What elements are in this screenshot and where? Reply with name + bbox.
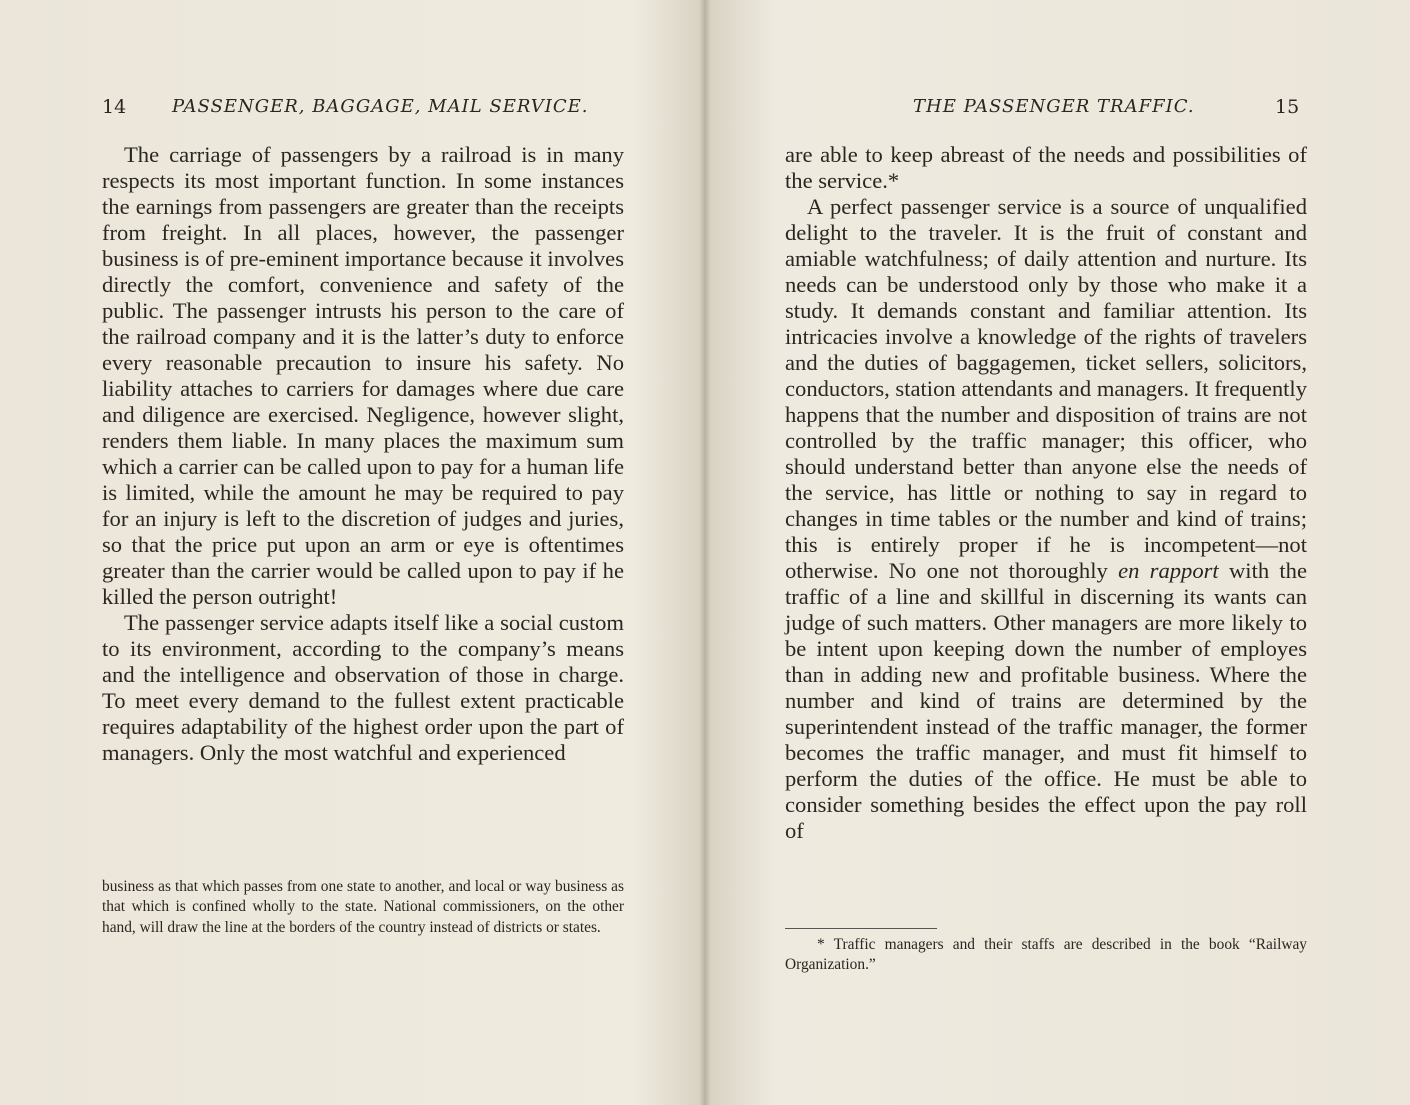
page-number: 14	[102, 96, 127, 118]
running-head-title: PASSENGER, BAGGAGE, MAIL SERVICE.	[172, 96, 589, 117]
footnote-text: * Traffic managers and their staffs are described in the book “Railway Organization.”	[785, 936, 1307, 974]
right-page	[705, 0, 1410, 1105]
body-text	[785, 142, 1307, 844]
footnote-rule	[785, 928, 937, 929]
footnote-text: business as that which passes from one state to another, and local or way business as that which is confined wholly to the state. National commissioners, on the other hand, will draw the line at the borders of the country instead of districts or states.	[102, 878, 624, 936]
paragraph: are able to keep abreast of the needs and possibilities of the service.*	[785, 142, 1307, 193]
paragraph: The passenger service adapts itself like a social custom to its environment, according to the company’s means and the intelligence and observation of those in charge. To meet every demand to the fullest extent practicable requires adaptability of the highest order upon the part of managers. Only the most watchful and experienced	[102, 610, 624, 765]
paragraph-text: A perfect passenger service is a source of unqualified delight to the traveler. It is the fruit of constant and amiable watchfulness; of daily attention and nurture. Its needs can be understood only by those who make it a study. It demands constant and familiar attention. Its intricacies involve a knowledge of the rights of travelers and the duties of baggagemen, ticket sellers, solicitors, conductors, station attendants and managers. It frequently happens that the number and disposition of trains are not controlled by the traffic manager; this officer, who should understand better than anyone else the needs of the service, has little or nothing to say in regard to changes in time tables or the number and kind of trains; this is entirely proper if he is incompetent—not otherwise. No one not thoroughly	[785, 194, 1308, 583]
paragraph: The carriage of passengers by a railroad is in many respects its most important function. In some instances the earnings from passengers are greater than the receipts from freight. In all places, however, the passenger business is of pre-eminent importance because it involves directly the comfort, convenience and safety of the public. The passenger intrusts his person to the care of the railroad company and it is the latter’s duty to enforce every reasonable precaution to insure his safety. No liability attaches to carriers for damages where due care and diligence are exercised. Negligence, however slight, renders them liable. In many places the maximum sum which a carrier can be called upon to pay for a human life is limited, while the amount he may be required to pay for an injury is left to the discretion of judges and juries, so that the price put upon an arm or eye is oftentimes greater than the carrier would be called upon to pay if he killed the person outright!	[102, 142, 624, 609]
paragraph-text: with the traffic of a line and skillful in discerning its wants can judge of such matters. Other managers are more likely to be intent upon keeping down the number of employes than in adding new and profitable business. Where the number and kind of trains are determined by the superintendent instead of the traffic manager, the former becomes the traffic manager, and must fit himself to perform the duties of the office. He must be able to consider something besides the effect upon the pay roll of	[785, 558, 1307, 843]
italic-phrase: en rapport	[1118, 558, 1219, 583]
paragraph	[785, 194, 1307, 844]
body-text	[102, 142, 624, 766]
page-number: 15	[1275, 96, 1300, 118]
footnote	[785, 935, 1307, 976]
running-head-title: THE PASSENGER TRAFFIC.	[913, 96, 1195, 117]
footnote	[102, 877, 624, 938]
